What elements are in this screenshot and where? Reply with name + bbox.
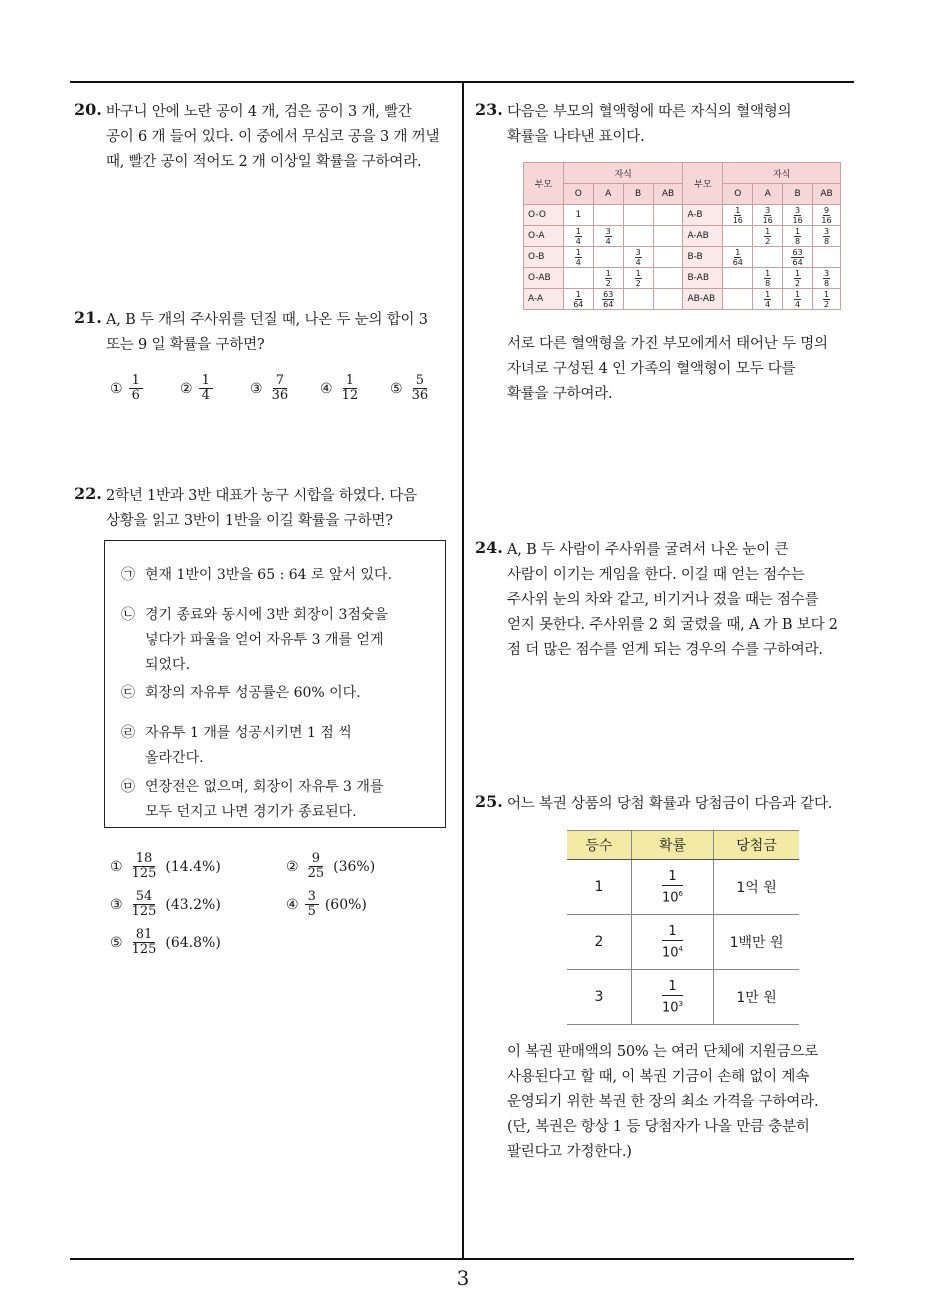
fraction: $\frac{5}{36}$ (411, 373, 429, 403)
child-type-header: O (563, 184, 593, 205)
question-number: 21. (74, 308, 102, 327)
probability-cell (723, 268, 753, 289)
table-row (567, 860, 799, 915)
fraction: $\frac{1}{4}$ (765, 289, 771, 309)
probability-cell (813, 268, 841, 289)
probability-cell (783, 268, 813, 289)
rank-cell: 1 (567, 860, 631, 915)
probability-cell (813, 247, 841, 268)
fraction: $\frac{9}{25}$ (307, 851, 325, 881)
conditions-box (104, 540, 446, 828)
fraction: $\frac{1}{6}$ (129, 374, 143, 403)
choice-5[interactable]: ⑤ $\frac{81}{125}$ (64.8%) (110, 927, 221, 957)
rank-cell: 2 (567, 915, 631, 970)
table-row (524, 268, 841, 289)
text-line: A, B 두 개의 주사위를 던질 때, 나온 두 눈의 합이 3 (106, 312, 428, 328)
text-line: 운영되기 위한 복권 한 장의 최소 가격을 구하여라. (507, 1094, 819, 1110)
child-header: 자식 (563, 163, 683, 184)
parent-cell: A-AB (683, 226, 723, 247)
probability-cell (653, 226, 683, 247)
fraction: $\frac{1}{2}$ (605, 268, 611, 288)
question-number: 22. (74, 484, 102, 503)
question-20 (74, 100, 439, 175)
fraction: $\frac{1}{2}$ (765, 226, 771, 246)
fraction: $\frac{3}{8}$ (823, 268, 830, 288)
fraction: $\frac{1}{4}$ (575, 226, 581, 246)
question-text (507, 538, 838, 663)
condition-item: ㉣ 자유투 1 개를 성공시키면 1 점 씩 올라간다. (121, 725, 352, 766)
question-text (507, 792, 832, 817)
probability-cell (813, 289, 841, 310)
parent-header: 부모 (524, 163, 564, 205)
choice-2[interactable] (180, 374, 213, 403)
fraction: $\frac{3}{4}$ (635, 247, 641, 267)
parent-cell: A-B (683, 205, 723, 226)
fraction: $\frac{1}{4}$ (795, 289, 801, 309)
text-line: A, B 두 사람이 주사위를 굴려서 나온 눈이 큰 (507, 542, 789, 558)
text-line: 자녀로 구성된 4 인 가족의 혈액형이 모두 다를 (507, 361, 796, 377)
question-21 (74, 308, 428, 358)
probability-cell (593, 268, 623, 289)
fraction: $\frac{1}{4}$ (575, 247, 581, 267)
column-divider (462, 82, 464, 1258)
probability-cell (593, 289, 623, 310)
probability-cell (631, 915, 713, 970)
question-text (106, 484, 417, 534)
fraction: $\frac{1}{10^3}$ (661, 978, 683, 1016)
probability-cell (783, 205, 813, 226)
child-type-header: A (753, 184, 783, 205)
child-type-header: A (593, 184, 623, 205)
text-line: 어느 복권 상품의 당첨 확률과 당첨금이 다음과 같다. (507, 796, 833, 812)
probability-cell (813, 226, 841, 247)
probability-cell: 1 (563, 205, 593, 226)
fraction: $\frac{1}{10^6}$ (661, 868, 683, 906)
prize-cell: 1억 원 (714, 860, 799, 915)
text-line: (단, 복권은 항상 1 등 당첨자가 나올 만큼 충분히 (507, 1119, 810, 1135)
probability-cell (631, 970, 713, 1025)
parent-cell: O-A (524, 226, 564, 247)
parent-cell: AB-AB (683, 289, 723, 310)
text-line: 점 더 많은 점수를 얻게 되는 경우의 수를 구하여라. (507, 642, 823, 658)
fraction: $\frac{54}{125}$ (131, 889, 157, 919)
question-23-continued (475, 332, 828, 407)
table-row (567, 915, 799, 970)
probability-cell (723, 226, 753, 247)
child-type-header: AB (813, 184, 841, 205)
fraction: $\frac{1}{16}$ (732, 205, 743, 225)
question-text (507, 100, 791, 150)
probability-cell (563, 247, 593, 268)
prize-cell: 1만 원 (714, 970, 799, 1025)
fraction: $\frac{63}{64}$ (603, 289, 614, 309)
lottery-table (567, 830, 799, 1025)
fraction: $\frac{7}{36}$ (271, 373, 289, 403)
probability-cell (631, 860, 713, 915)
choice-mark: ④ (320, 380, 333, 397)
probability-cell (753, 247, 783, 268)
question-number: 20. (74, 100, 102, 119)
child-header: 자식 (723, 163, 841, 184)
choice-1[interactable]: ① $\frac{18}{125}$ (14.4%) (110, 851, 221, 881)
prize-cell: 1백만 원 (714, 915, 799, 970)
fraction: $\frac{3}{8}$ (823, 226, 830, 246)
probability-cell (623, 205, 653, 226)
choice-mark: ① (110, 380, 123, 397)
question-text (106, 100, 439, 175)
question-number: 25. (475, 792, 503, 811)
fraction: $\frac{1}{8}$ (795, 226, 801, 246)
question-number: 24. (475, 538, 503, 557)
probability-cell (753, 289, 783, 310)
text-line: 얻지 못한다. 주사위를 2 회 굴렸을 때, A 가 B 보다 2 (507, 617, 838, 633)
question-22 (74, 484, 417, 534)
text-line: 공이 6 개 들어 있다. 이 중에서 무심코 공을 3 개 꺼낼 (106, 129, 440, 145)
parent-cell: B-AB (683, 268, 723, 289)
choice-mark: ⑤ (390, 380, 403, 397)
text-line: 사용된다고 할 때, 이 복권 기금이 손해 없이 계속 (507, 1069, 810, 1085)
fraction: $\frac{1}{12}$ (341, 373, 359, 403)
probability-cell (593, 226, 623, 247)
fraction: $\frac{1}{64}$ (732, 247, 743, 267)
question-text (106, 308, 428, 358)
question-25-continued (475, 1040, 818, 1165)
child-type-header: AB (653, 184, 683, 205)
text-line: 확률을 구하여라. (507, 386, 613, 402)
fraction: $\frac{18}{125}$ (131, 851, 157, 881)
probability-cell (593, 205, 623, 226)
text-line: 이 복권 판매액의 50% 는 여러 단체에 지원금으로 (507, 1044, 819, 1060)
probability-cell (563, 268, 593, 289)
probability-cell (653, 247, 683, 268)
fraction: $\frac{1}{64}$ (573, 289, 584, 309)
question-number: 23. (475, 100, 503, 119)
header-probability: 확률 (631, 831, 713, 860)
table-row (567, 970, 799, 1025)
fraction: $\frac{81}{125}$ (131, 927, 157, 957)
question-text (507, 1040, 818, 1165)
parent-cell: A-A (524, 289, 564, 310)
fraction: $\frac{9}{16}$ (821, 205, 832, 225)
bottom-rule (70, 1258, 854, 1260)
text-line: 사람이 이기는 게임을 한다. 이길 때 얻는 점수는 (507, 567, 805, 583)
parent-header: 부모 (683, 163, 723, 205)
question-24 (475, 538, 838, 663)
probability-cell (563, 226, 593, 247)
condition-item: ㉠ 현재 1반이 3반을 65 : 64 로 앞서 있다. (121, 567, 392, 583)
parent-cell: O-O (524, 205, 564, 226)
text-line: 2학년 1반과 3반 대표가 농구 시합을 하였다. 다음 (106, 488, 417, 504)
probability-cell (563, 289, 593, 310)
header-rank: 등수 (567, 831, 631, 860)
question-text (507, 332, 828, 407)
text-line: 때, 빨간 공이 적어도 2 개 이상일 확률을 구하여라. (106, 154, 422, 170)
page-number: 3 (456, 1266, 470, 1290)
probability-cell (783, 226, 813, 247)
probability-cell (593, 247, 623, 268)
probability-cell (783, 289, 813, 310)
choice-mark: ② (180, 380, 193, 397)
rank-cell: 3 (567, 970, 631, 1025)
header-prize: 당첨금 (714, 831, 799, 860)
table-row (524, 226, 841, 247)
blood-type-table (523, 162, 841, 310)
probability-cell (623, 268, 653, 289)
probability-cell (623, 247, 653, 268)
condition-item: ㉡ 경기 종료와 동시에 3반 회장이 3점슛을 넣다가 파울을 얻어 자유투 3 개를 얻게 되었다. (121, 607, 388, 673)
choice-2[interactable]: ② $\frac{9}{25}$ (36%) (286, 851, 376, 881)
parent-cell: O-AB (524, 268, 564, 289)
fraction: $\frac{3}{16}$ (762, 205, 773, 225)
probability-cell (623, 289, 653, 310)
probability-cell (783, 247, 813, 268)
fraction: $\frac{1}{4}$ (199, 374, 213, 403)
probability-cell (653, 289, 683, 310)
probability-cell (723, 247, 753, 268)
text-line: 확률을 나타낸 표이다. (507, 129, 645, 145)
table-row (524, 289, 841, 310)
text-line: 또는 9 일 확률을 구하면? (106, 337, 265, 353)
probability-cell (753, 268, 783, 289)
fraction: $\frac{1}{10^4}$ (661, 923, 683, 961)
choice-3[interactable] (250, 374, 291, 403)
probability-cell (623, 226, 653, 247)
condition-item: ㉤ 연장전은 없으며, 회장이 자유투 3 개를 모두 던지고 나면 경기가 종료된다. (121, 779, 384, 820)
fraction: $\frac{1}{2}$ (635, 268, 641, 288)
probability-cell (723, 205, 753, 226)
text-line: 서로 다른 혈액형을 가진 부모에게서 태어난 두 명의 (507, 336, 828, 352)
probability-cell (653, 268, 683, 289)
choice-4[interactable]: ④ $\frac{3}{5}$ (60%) (286, 889, 367, 919)
fraction: $\frac{63}{64}$ (792, 247, 803, 267)
fraction: $\frac{3}{4}$ (605, 226, 611, 246)
parent-cell: O-B (524, 247, 564, 268)
probability-cell (813, 205, 841, 226)
parent-cell: B-B (683, 247, 723, 268)
condition-item: ㉢ 회장의 자유투 성공률은 60% 이다. (121, 685, 361, 701)
text-line: 다음은 부모의 혈액형에 따른 자식의 혈액형의 (507, 104, 792, 120)
choice-1[interactable] (110, 374, 143, 403)
table-row (524, 247, 841, 268)
text-line: 주사위 눈의 차와 같고, 비기거나 졌을 때는 점수를 (507, 592, 819, 608)
fraction: $\frac{3}{16}$ (792, 205, 803, 225)
table-row (524, 205, 841, 226)
child-type-header: B (783, 184, 813, 205)
fraction: $\frac{1}{2}$ (823, 289, 830, 309)
fraction: $\frac{1}{2}$ (795, 268, 801, 288)
text-line: 상황을 읽고 3반이 1반을 이길 확률을 구하면? (106, 513, 393, 529)
probability-cell (753, 226, 783, 247)
choice-mark: ③ (250, 380, 263, 397)
probability-cell (723, 289, 753, 310)
question-23 (475, 100, 791, 150)
fraction: $\frac{3}{5}$ (305, 890, 319, 919)
choice-4[interactable] (320, 374, 361, 403)
text-line: 바구니 안에 노란 공이 4 개, 검은 공이 3 개, 빨간 (106, 104, 412, 120)
question-25 (475, 792, 832, 817)
choice-3[interactable]: ③ $\frac{54}{125}$ (43.2%) (110, 889, 221, 919)
choice-5[interactable] (390, 374, 431, 403)
probability-cell (753, 205, 783, 226)
child-type-header: O (723, 184, 753, 205)
text-line: 팔린다고 가정한다.) (507, 1144, 632, 1160)
fraction: $\frac{1}{8}$ (765, 268, 771, 288)
probability-cell (653, 205, 683, 226)
child-type-header: B (623, 184, 653, 205)
